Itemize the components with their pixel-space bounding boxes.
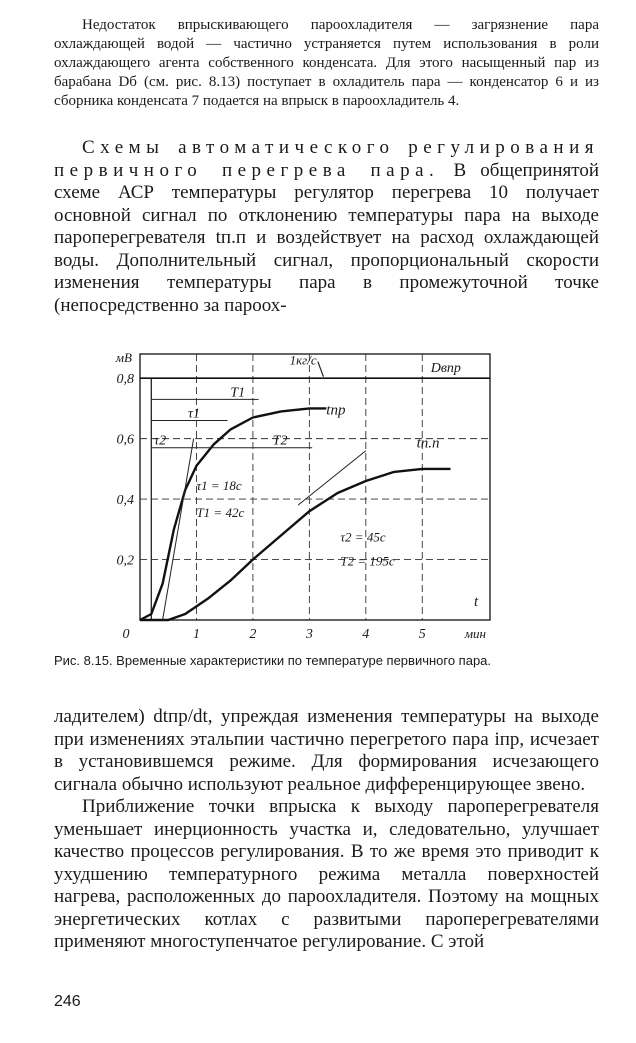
intro-block <box>54 16 599 111</box>
plot-frame <box>140 354 490 620</box>
main-block-1 <box>54 137 599 317</box>
x-axis-label: мин <box>464 626 486 640</box>
x-tick-label-4: 4 <box>362 627 370 640</box>
param-T2: T2 = 195с <box>340 553 395 569</box>
paragraph-1-continued: ладителем) dtпр/dt, упреждая изменения температуры на выходе при изменениях этальпии частично перегретого пара iпр, исчезает в установившемся режиме. Для формирования исчезающего сигнала обычно используют реальное дифференцирующее звено. <box>54 706 599 795</box>
y-tick-label-0: 0,2 <box>116 553 134 569</box>
intro-paragraph: Недостаток впрыскивающего пароохладителя — загрязнение пара охлаждающей водой — частично устраняется путем использования в роли охлаждающего агента собственного конденсата. Для этого насыщенный пар из барабана Dб (см. рис. 8.13) поступает в охладитель пара — конденсатор 6 и из сборника конденсата 7 подается на впрыск в пароохладитель 4. <box>54 17 599 109</box>
param-tau2: τ2 = 45с <box>340 529 386 545</box>
section-heading: Схемы автоматического регулирования первичного перегрева пара. <box>54 137 599 181</box>
T1-label: T1 <box>230 385 246 401</box>
param-tau1: τ1 = 18с <box>196 478 242 494</box>
series-label-tpr: tпр <box>326 402 346 419</box>
T2-label: T2 <box>272 433 288 449</box>
y-tick-label-2: 0,6 <box>116 432 134 448</box>
series-line-2 <box>140 469 451 620</box>
figure-8-15 <box>54 340 599 640</box>
y-tick-label-1: 0,4 <box>116 493 134 509</box>
x-axis-symbol: t <box>474 594 479 610</box>
x-tick-label-1: 1 <box>192 627 200 640</box>
tau2-label: τ2 <box>154 433 167 449</box>
series-label-tpp: tп.п <box>416 435 440 452</box>
y-axis-label: мВ <box>115 350 132 365</box>
x-tick-label-2: 2 <box>249 627 257 640</box>
step-arrow <box>318 362 324 377</box>
paragraph-1-text: В общепринятой схеме АСР температуры регулятор перегрева 10 получает основной сигнал по отклонению температуры пара на выходе пароперегревателя tп.п и воздействует на расход охлаждающей воды. Дополнительный сигнал, пропорциональный скорости изменения температуры пара в промежуточной точке (непосредственно за пароох- <box>54 159 599 316</box>
paragraph-1 <box>54 137 599 317</box>
figure-caption: Рис. 8.15. Временные характеристики по температуре первичного пара. <box>54 653 492 668</box>
main-block-2 <box>54 706 599 954</box>
param-T1: T1 = 42с <box>196 505 245 521</box>
step-label: 1кг/с <box>289 352 317 368</box>
y-tick-label-3: 0,8 <box>116 372 134 388</box>
tangent-1 <box>163 439 194 620</box>
tau1-label: τ1 <box>187 406 200 422</box>
x-tick-label-3: 3 <box>305 627 313 640</box>
series-label-dvpr: Dвпр <box>430 361 461 377</box>
paragraph-2: Приближение точки впрыска к выходу пароперегревателя уменьшает инерционность участка и, следовательно, улучшает качество процессов регулирования. В то же время это приводит к ухудшению температурного режима металла поверхностей нагрева, расположенных до пароохладителя. Поэтому на мощных энергетических котлах с развитыми пароперегревателями применяют многоступенчатое регулирование. С этой <box>54 796 599 952</box>
page-number: 246 <box>54 993 81 1010</box>
x-tick-label-0: 0 <box>122 627 130 640</box>
x-tick-label-5: 5 <box>418 627 426 640</box>
